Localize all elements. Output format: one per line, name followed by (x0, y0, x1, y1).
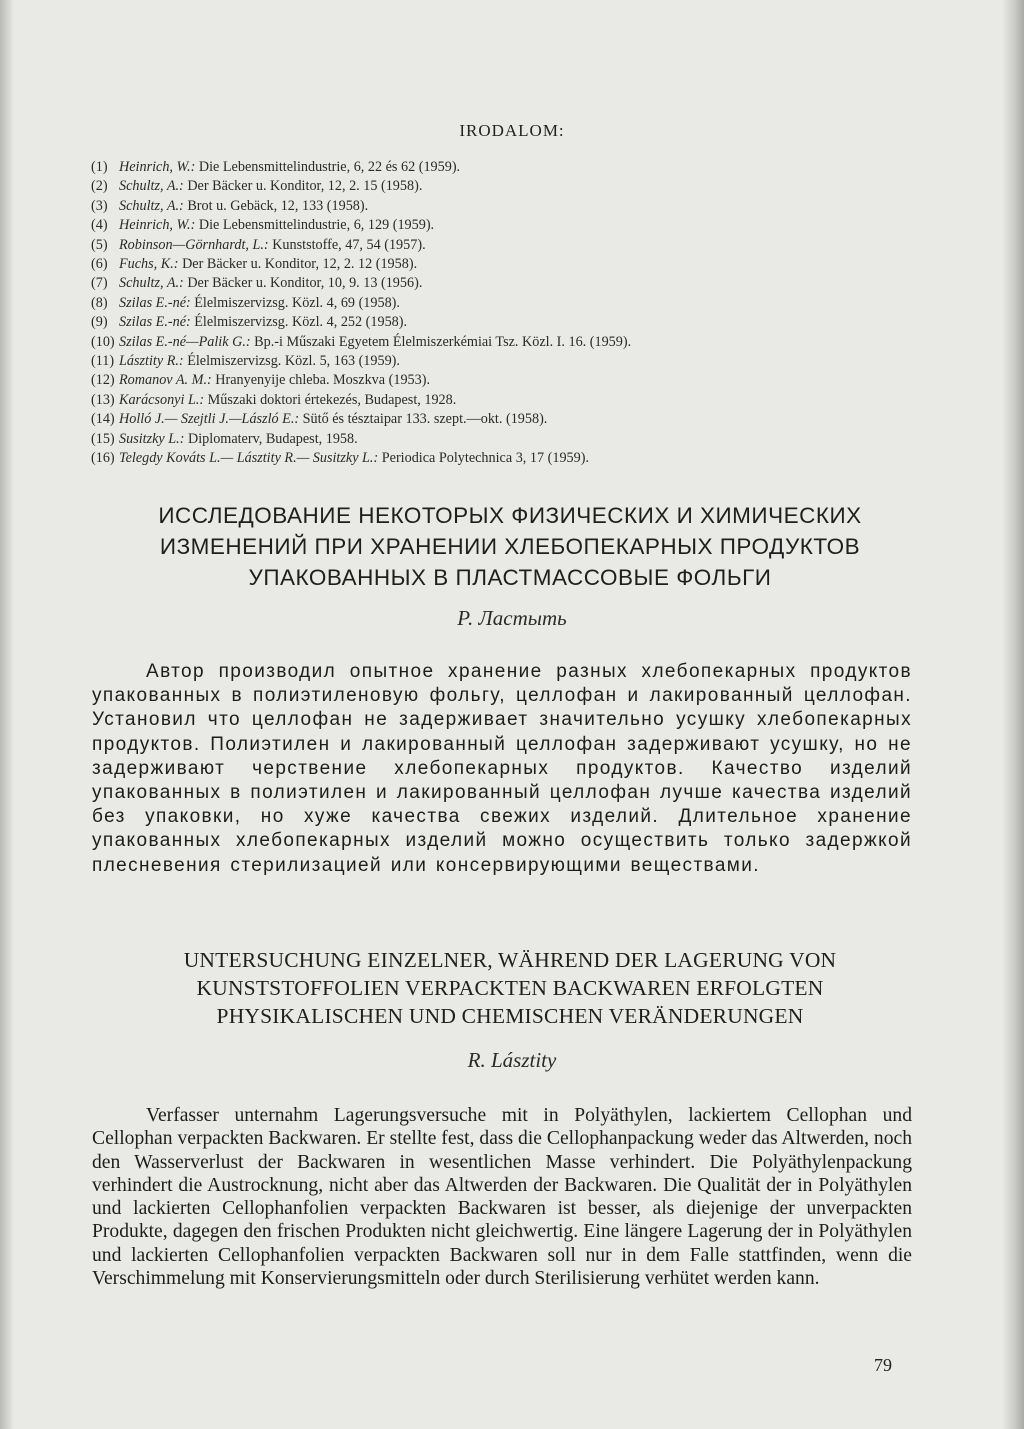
references-heading: IRODALOM: (459, 121, 565, 140)
reference-item: (12) Romanov A. M.: Hranyenyije chleba. Moszkva (1953). (91, 372, 430, 389)
russian-author: Р. Ластыть (457, 606, 567, 630)
reference-item: (15) Susitzky L.: Diplomaterv, Budapest, 1958. (91, 430, 358, 447)
reference-item: (3) Schultz, A.: Brot u. Gebäck, 12, 133 (1958). (91, 197, 369, 214)
russian-title (60, 500, 960, 593)
russian-abstract (92, 660, 912, 878)
german-author: R. Lásztity (467, 1048, 557, 1072)
russian-title-line: ИЗМЕНЕНИЙ ПРИ ХРАНЕНИИ ХЛЕБОПЕКАРНЫХ ПРОДУКТОВ (159, 534, 861, 559)
german-title-line: PHYSIKALISCHEN UND CHEMISCHEN VERÄNDERUNGEN (216, 1004, 804, 1028)
reference-item: (13) Karácsonyi L.: Műszaki doktori értekezés, Budapest, 1928. (91, 391, 457, 408)
german-title-line: KUNSTSTOFFOLIEN VERPACKTEN BACKWAREN ERFOLGTEN (196, 976, 824, 1000)
reference-item: (8) Szilas E.-né: Élelmiszervizsg. Közl. 4, 69 (1958). (91, 294, 400, 311)
reference-item: (16) Telegdy Kováts L.— Lásztity R.— Susitzky L.: Periodica Polytechnica 3, 17 (1959). (91, 450, 589, 467)
german-abstract-text: Verfasser unternahm Lagerungsversuche mit in Polyäthylen, lackiertem Cellophan und Cellophan verpackten Backwaren. Er stellte fest, dass die Cellophanpackung weder das Altwerden, noch den Wasserverlust der Backwaren in wesentlichen Masse verhindert. Die Polyäthylenpackung verhindert die Austrocknung, nicht aber das Altwerden der Backwaren. Die Qualität der in Polyäthylen und lackierten Cellophanfolien verpackten Backwaren ist besser, als diejenige der unverpackten Produkte, dagegen den frischen Produkten nicht gleichwertig. Eine längere Lagerung der in Polyäthylen und lackierten Cellophanfolien verpackten Backwaren soll nur in dem Falle stattfinden, wenn die Verschimmelung mit Konservierungsmitteln oder durch Sterilisierung verhütet werden kann. (92, 1105, 912, 1290)
reference-item: (7) Schultz, A.: Der Bäcker u. Konditor, 10, 9. 13 (1956). (91, 275, 423, 292)
russian-abstract-text: Автор производил опытное хранение разных хлебопекарных продуктов упакованных в полиэтиленовую фольгу, целлофан и лакированный целлофан. Установил что целлофан не задерживает значительно усушку хлебопекарных продуктов. Полиэтилен и лакированный целлофан задерживают усушку, но не задерживают черствение хлебопекарных продуктов. Качество изделий упакованных в полиэтилен и лакированный целлофан лучше качества изделий без упаковки, но хуже качества свежих изделий. Длительное хранение упакованных хлебопекарных изделий можно осуществить только задержкой плесневения стерилизацией или консервирующими веществами. (92, 661, 912, 876)
reference-item: (2) Schultz, A.: Der Bäcker u. Konditor, 12, 2. 15 (1958). (91, 178, 423, 195)
reference-item: (10) Szilas E.-né—Palik G.: Bp.-i Műszaki Egyetem Élelmiszerkémiai Tsz. Közl. I. 16. (1959). (91, 333, 632, 350)
reference-item: (5) Robinson—Görnhardt, L.: Kunststoffe, 47, 54 (1957). (91, 236, 426, 253)
reference-item: (6) Fuchs, K.: Der Bäcker u. Konditor, 12, 2. 12 (1958). (91, 256, 418, 273)
german-abstract (92, 1104, 912, 1290)
german-title (60, 946, 960, 1030)
reference-item: (1) Heinrich, W.: Die Lebensmittelindustrie, 6, 22 és 62 (1959). (91, 159, 461, 175)
page-number: 79 (874, 1355, 892, 1375)
german-title-line: UNTERSUCHUNG EINZELNER, WÄHREND DER LAGERUNG VON (183, 948, 837, 972)
reference-item: (4) Heinrich, W.: Die Lebensmittelindustrie, 6, 129 (1959). (91, 217, 435, 234)
reference-list (91, 158, 931, 469)
russian-title-line: УПАКОВАННЫХ В ПЛАСТМАССОВЫЕ ФОЛЬГИ (248, 565, 772, 590)
reference-item: (14) Holló J.— Szejtli J.—László E.: Sütő és tésztaipar 133. szept.—okt. (1958). (91, 411, 548, 428)
reference-item: (9) Szilas E.-né: Élelmiszervizsg. Közl. 4, 252 (1958). (91, 314, 408, 331)
russian-title-line: ИССЛЕДОВАНИЕ НЕКОТОРЫХ ФИЗИЧЕСКИХ И ХИМИЧЕСКИХ (158, 503, 862, 528)
reference-item: (11) Lásztity R.: Élelmiszervizsg. Közl. 5, 163 (1959). (91, 353, 400, 370)
